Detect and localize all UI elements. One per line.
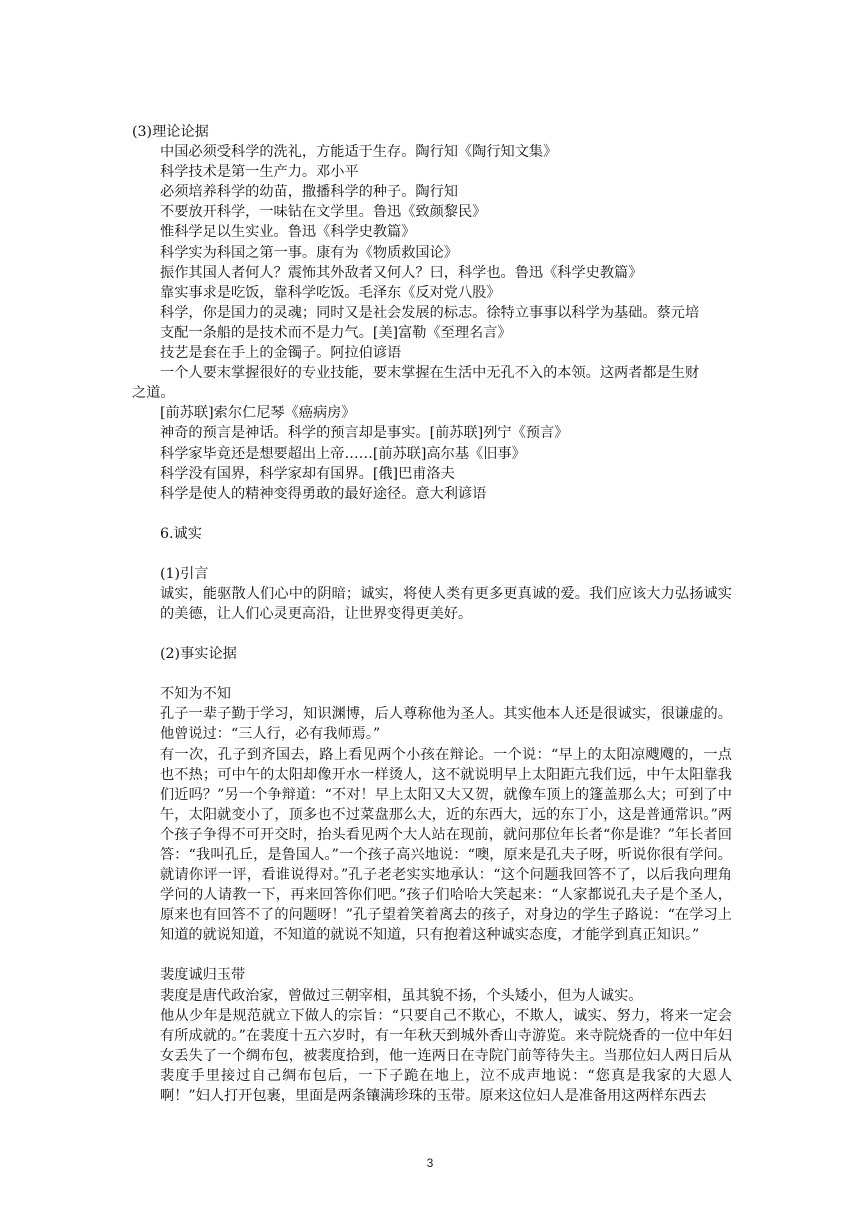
quote-line: 神奇的预言是神话。科学的预言却是事实。[前苏联]列宁《预言》 xyxy=(160,425,569,442)
quote-line: 不要放开科学，一味钻在文学里。鲁迅《致颜黎民》 xyxy=(160,204,487,221)
quote-line: 必须培养科学的幼苗，撒播科学的种子。陶行知 xyxy=(160,184,458,201)
quote-line-continued: 之道。 xyxy=(132,385,175,402)
page-number: 3 xyxy=(426,1156,434,1170)
quote-line: 科学，你是国力的灵魂；同时又是社会发展的标志。徐特立事事以科学为基础。蔡元培 xyxy=(160,304,700,321)
subsection-heading-facts: (2)事实论据 xyxy=(160,646,237,663)
quote-line: [前苏联]索尔仁尼琴《癌病房》 xyxy=(160,405,356,422)
quote-line: 科学家毕竟还是想要超出上帝……[前苏联]高尔基《旧事》 xyxy=(160,445,526,462)
section-heading-theory: (3)理论论据 xyxy=(132,124,209,140)
quote-line: 惟科学足以生实业。鲁迅《科学史教篇》 xyxy=(160,224,416,241)
story-title: 裴度诚归玉带 xyxy=(160,967,246,984)
story-paragraph: 有一次，孔子到齐国去，路上看见两个小孩在辩论。一个说：“早上的太阳凉飕飕的，一点也不热；可中午的太阳却像开水一样烫人，这不就说明早上太阳距亢我们远，中午太阳靠我们近吗？”另一个争辩道：“不对！早上太阳又大又贺，就像车顶上的篷盖那么大；可到了中午，太阳就变小了，顶多也不过菜盘那么大，近的东西大，远的东丁小，这是普通常识。”两个孩子争得不可开交时，抬头看见两个大人站在现前，就问那位年长者“你是谁？”年长者回答：“我叫孔丘，是鲁国人。”一个孩子高兴地说：“噢，原来是孔夫子呀，听说你很有学问。就请你评一评，看谁说得对。”孔子老老实实地承认：“这个问题我回答不了，以后我向理角学问的人请教一下，再来回答你们吧。”孩子们哈哈大笑起来：“人家都说孔夫子是个圣人，原来也有回答不了的问题呀！”孔子望着笑着离去的孩子，对身边的学生子路说：“在学习上知道的就说知道，不知道的就说不知道，只有抱着这种诚实态度，才能学到真正知识。” xyxy=(160,746,732,944)
quote-line: 科学实为科国之第一事。康有为《物质救国论》 xyxy=(160,244,458,261)
story-paragraph: 他从少年是规范就立下做人的宗旨：“只要自己不欺心，不欺人，诚实、努力，将来一定会有所成就的。”在裴度十五六岁时，有一年秋天到城外香山寺游览。来寺院烧香的一位中年妇女丢失了一个绸布包，被裴度拾到，他一连两日在寺院门前等待失主。当那位妇人两日后从裴度手里接过自己绸布包后，一下子跪在地上，泣不成声地说：“您真是我家的大恩人啊！”妇人打开包裹，里面是两条镶满珍珠的玉带。原来这位妇人是准备用这两样东西去 xyxy=(160,1007,732,1105)
page-content xyxy=(132,122,732,1106)
intro-paragraph: 诚实，能驱散人们心中的阴暗；诚实，将使人类有更多更真诚的爱。我们应该大力弘扬诚实的美德，让人们心灵更高沿，让世界变得更美好。 xyxy=(160,585,732,623)
quote-line: 科学没有国界，科学家却有国界。[俄]巴甫洛夫 xyxy=(160,465,455,482)
quote-line: 振作其国人者何人？震怖其外敌者又何人？曰，科学也。鲁迅《科学史教篇》 xyxy=(160,264,643,281)
section-title-honesty: 6.诚实 xyxy=(160,525,202,542)
story-title: 不知为不知 xyxy=(160,686,231,703)
quote-line: 靠实事求是吃饭，靠科学吃饭。毛泽东《反对党八股》 xyxy=(160,284,501,301)
quote-line: 一个人要末掌握很好的专业技能，要末掌握在生活中无孔不入的本领。这两者都是生财 xyxy=(160,365,700,382)
story-paragraph: 裴度是唐代政治家，曾做过三朝宰相，虽其貌不扬，个头矮小，但为人诚实。 xyxy=(160,987,643,1004)
quote-line: 科学是使人的精神变得勇敢的最好途径。意大利谚语 xyxy=(160,485,487,502)
quote-line: 中国必须受科学的洗礼，方能适于生存。陶行知《陶行知文集》 xyxy=(160,144,558,161)
quote-line: 支配一条船的是技术而不是力气。[美]富勒《至理名言》 xyxy=(160,324,512,341)
quote-line: 科学技术是第一生产力。邓小平 xyxy=(160,164,359,181)
subsection-heading-intro: (1)引言 xyxy=(160,565,209,582)
quote-line: 技艺是套在手上的金镯子。阿拉伯谚语 xyxy=(160,345,402,362)
story-paragraph: 孔子一辈子勤于学习，知识渊博，后人尊称他为圣人。其实他本人还是很诚实，很谦虚的。他曾说过：“三人行，必有我师焉。” xyxy=(160,706,732,743)
